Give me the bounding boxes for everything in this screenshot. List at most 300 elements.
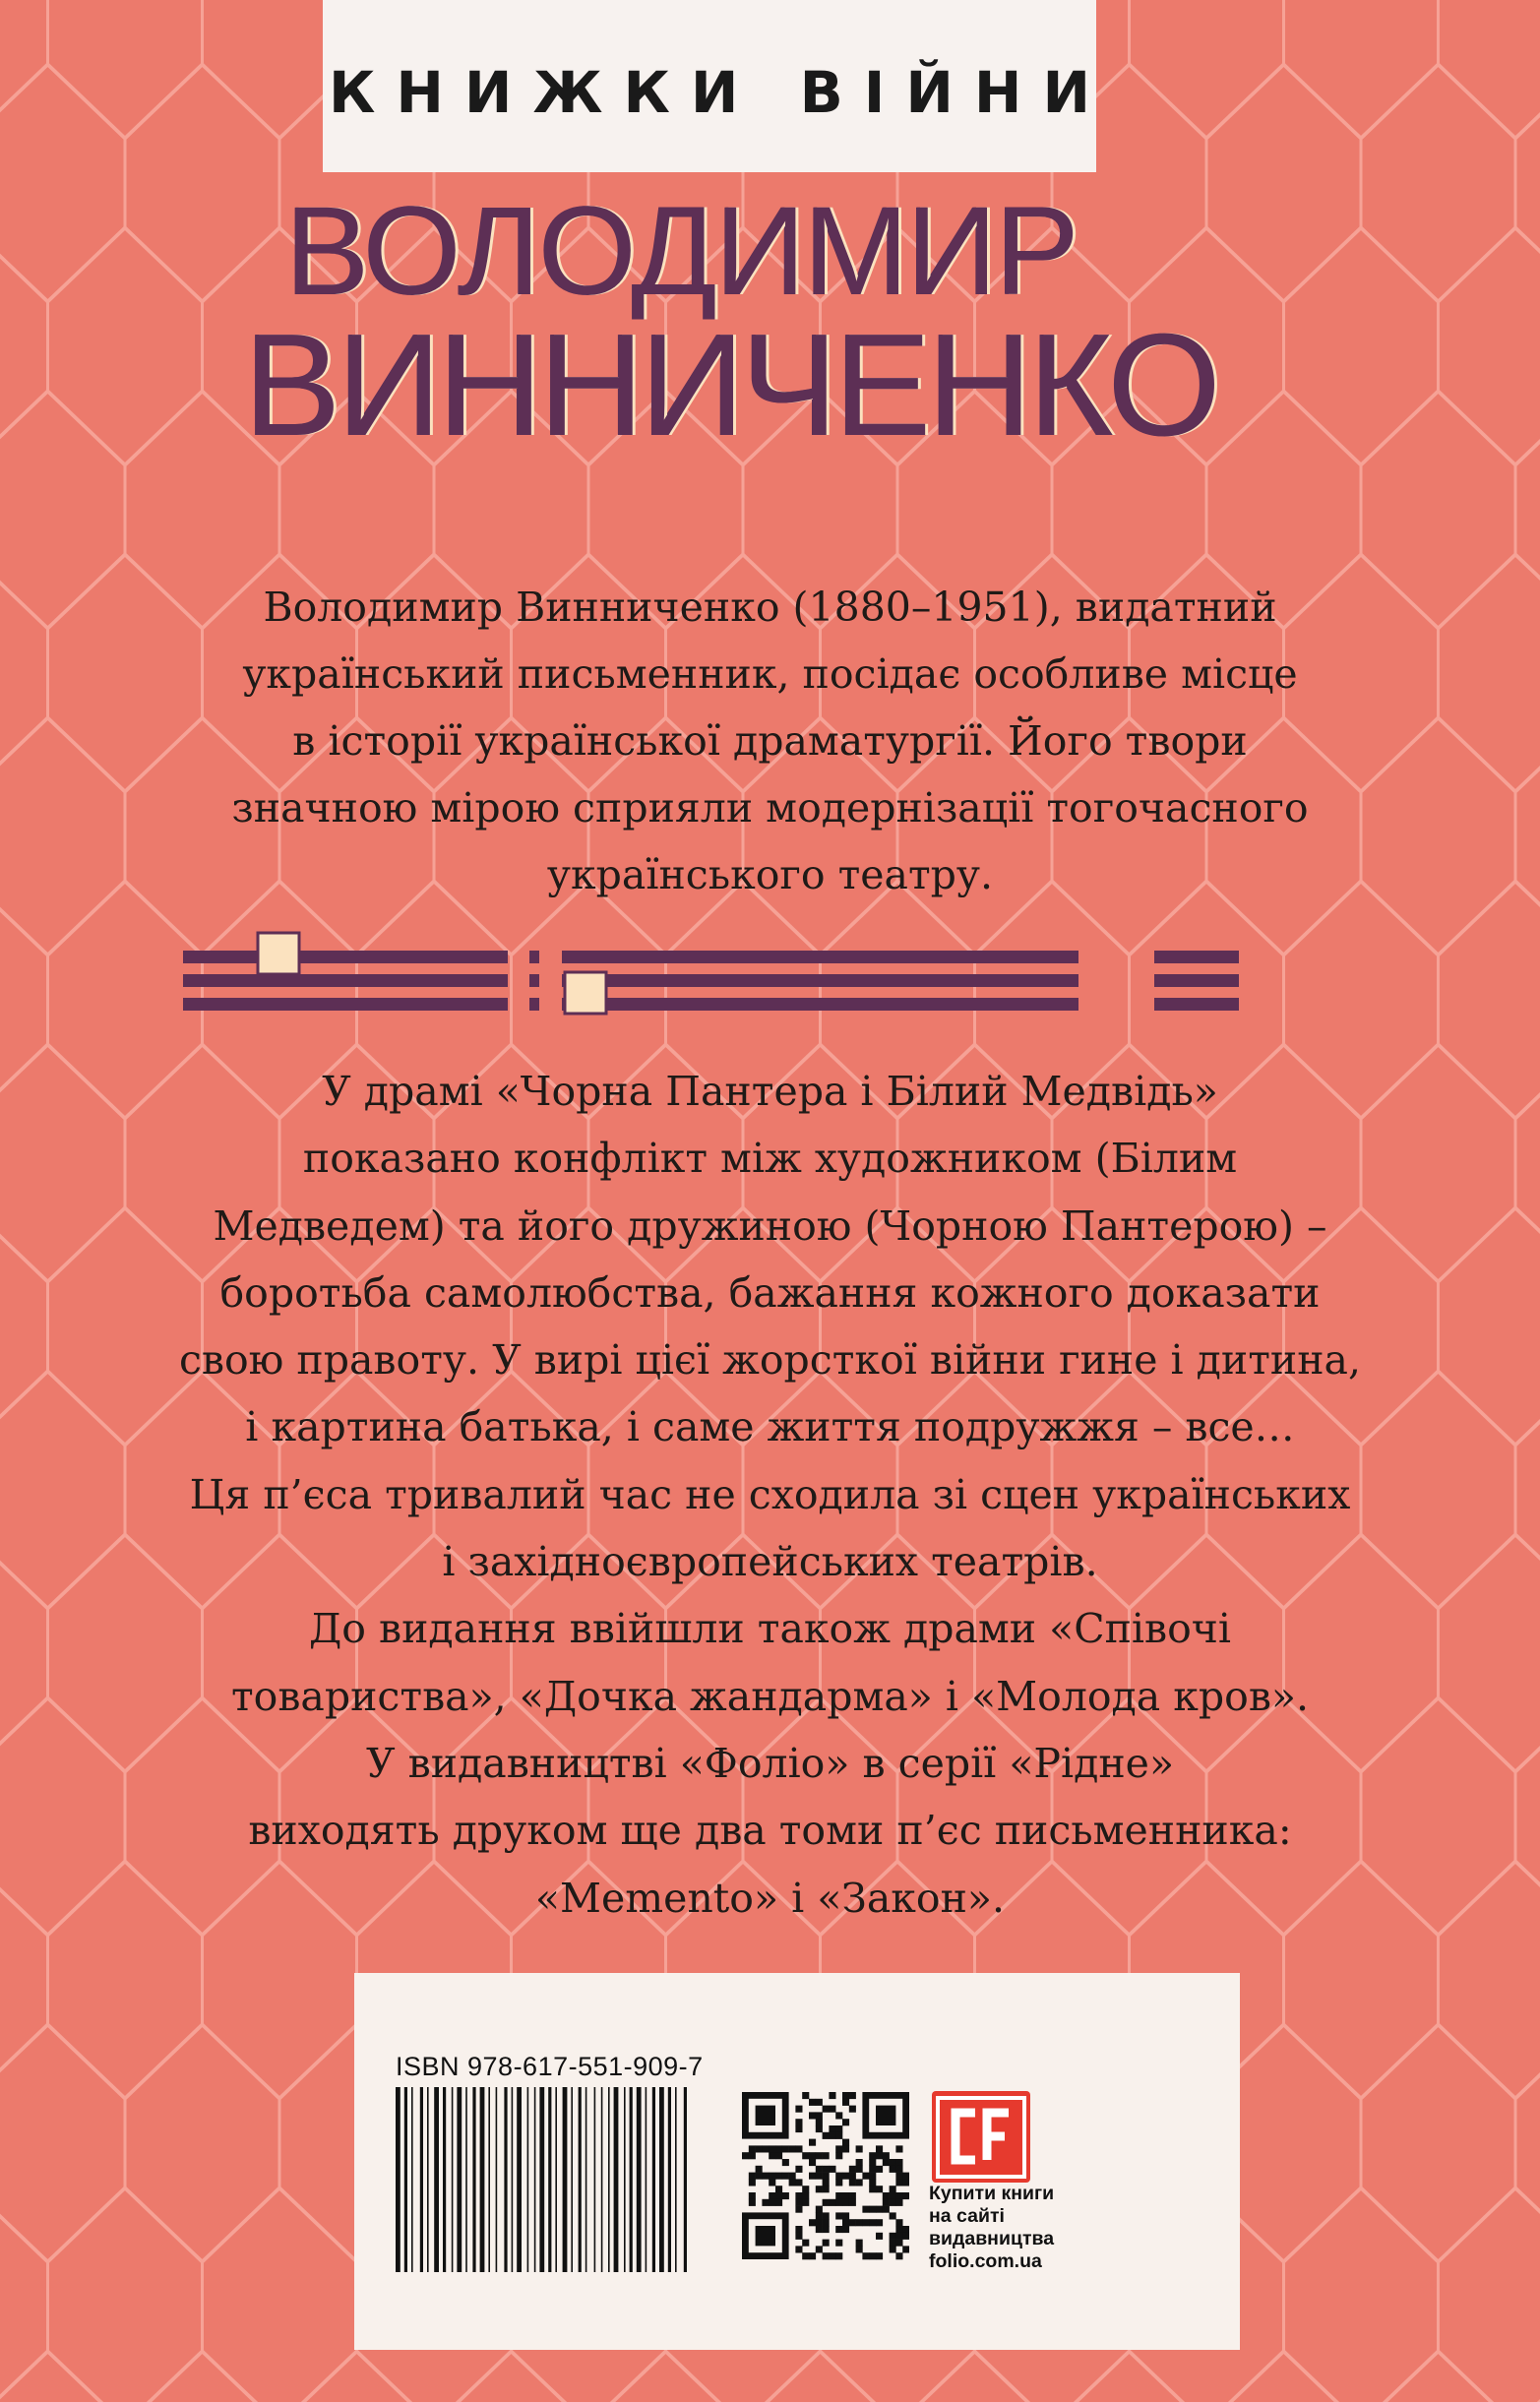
series-title: КНИЖКИ ВІЙНИ [328,58,1112,126]
lattice-cell [1515,1698,1540,1935]
qr-module [869,2173,876,2180]
qr-module [816,2219,823,2226]
barcode-bar [496,2087,498,2272]
qr-module [869,2252,876,2259]
qr-module [856,2246,863,2252]
qr-module [816,2173,823,2180]
qr-module [842,2192,849,2199]
qr-module [756,2166,763,2173]
divider-bar [529,974,539,987]
qr-module [842,2212,849,2219]
qr-module [809,2152,816,2159]
lattice-cell [0,718,125,955]
qr-module [762,2173,769,2180]
qr-module [849,2106,856,2113]
decorative-divider [183,928,1265,1026]
barcode-bar [452,2087,454,2272]
divider-bar [562,951,1078,963]
divider-bar [183,951,508,963]
qr-module [835,2145,842,2152]
qr-module [795,2179,802,2186]
qr-module [895,2166,902,2173]
qr-module [769,2179,775,2186]
qr-module [749,2192,756,2199]
lattice-cell [1284,0,1439,138]
qr-module [890,2233,896,2240]
author-last-name: ВИННИЧЕНКО [243,304,1218,466]
qr-module [769,2173,775,2180]
barcode-image [394,2087,699,2272]
qr-module [895,2145,902,2152]
barcode-bar [427,2087,429,2272]
intro-line: український письменник, посідає особливе місце [242,650,1298,698]
qr-module [769,2192,775,2199]
lattice-cell [0,1372,125,1608]
qr-module [842,2219,849,2226]
barcode-bar [571,2087,573,2272]
qr-module [795,2145,802,2152]
intro-line: значною мірою сприяли модернізації тогочасного [231,784,1309,831]
barcode-bar [646,2087,647,2272]
qr-module [823,2106,830,2113]
qr-module [883,2199,890,2206]
qr-module [895,2219,902,2226]
qr-module [816,2125,823,2132]
lattice-cell [48,0,203,138]
divider-bar [1154,951,1239,963]
divider-bar [1154,998,1239,1011]
qr-module [895,2199,902,2206]
qr-module [835,2132,842,2139]
qr-module [823,2240,830,2247]
description-line: Медведем) та його дружиною (Чорною Пантерою) – [213,1201,1327,1250]
qr-module [835,2226,842,2233]
qr-module [802,2092,809,2099]
qr-module [835,2125,842,2132]
qr-module [849,2199,856,2206]
qr-module [795,2226,802,2233]
qr-module [782,2159,789,2166]
qr-module [842,2092,849,2099]
qr-module [749,2199,756,2206]
qr-module [869,2186,876,2192]
qr-module [809,2173,816,2180]
qr-module [890,2159,896,2166]
qr-module [890,2246,896,2252]
qr-module [895,2173,902,2180]
qr-module [869,2159,876,2166]
qr-module [823,2186,830,2192]
lattice-cell [1439,2188,1540,2402]
barcode-bar [534,2087,536,2272]
description-line: боротьба самолюбства, бажання кожного доказати [219,1268,1321,1317]
qr-module [823,2252,830,2259]
qr-module [895,2192,902,2199]
qr-module [775,2152,782,2159]
description-line: показано конфлікт між художником (Білим [302,1135,1238,1183]
qr-module [795,2233,802,2240]
qr-module [829,2125,835,2132]
qr-module [849,2166,856,2173]
lattice-cell [1515,1045,1540,1281]
qr-module [876,2233,883,2240]
qr-module [849,2179,856,2186]
qr-module [749,2173,756,2180]
qr-module [795,2246,802,2252]
qr-module [816,2166,823,2173]
lattice-cell [0,0,48,138]
barcode-bar [548,2087,551,2272]
qr-module [809,2159,816,2166]
barcode-bar [488,2087,490,2272]
qr-module [816,2212,823,2219]
barcode-bar [527,2087,529,2272]
qr-module [890,2212,896,2219]
lattice-cell [1439,1208,1540,1445]
qr-module [823,2212,830,2219]
description-line: виходять друком ще два томи п’єс письменника: [248,1807,1292,1855]
qr-module [890,2166,896,2173]
qr-module [890,2186,896,2192]
barcode-bar [480,2087,485,2272]
lattice-cell [1439,882,1540,1118]
qr-module [856,2219,863,2226]
qr-module [890,2192,896,2199]
qr-module [890,2240,896,2247]
qr-module [835,2112,842,2119]
lattice-cell [279,2352,434,2402]
qr-module [809,2219,816,2226]
barcode-bar [579,2087,582,2272]
lattice-cell [1515,718,1540,955]
qr-module [823,2226,830,2233]
qr-module [823,2166,830,2173]
qr-module [842,2199,849,2206]
qr-module [802,2240,809,2247]
qr-module [856,2240,863,2247]
qr-module [842,2173,849,2180]
barcode-bar [504,2087,507,2272]
qr-module [816,2119,823,2125]
qr-module [829,2106,835,2113]
qr-finder [756,2226,775,2246]
lattice-cell [203,2188,357,2402]
lattice-cell [588,2352,743,2402]
intro-line: українського театру. [546,851,994,898]
publisher-logo [932,2091,1030,2183]
barcode-bar [668,2087,671,2272]
description-line: і картина батька, і саме життя подружжя – все… [245,1403,1295,1451]
qr-module [902,2226,909,2233]
publisher-website[interactable]: folio.com.ua [929,2250,1042,2272]
lattice-cell [1361,2025,1515,2261]
qr-module [802,2252,809,2259]
qr-module [762,2145,769,2152]
qr-module [775,2186,782,2192]
qr-module [795,2206,802,2213]
lattice-cell [1439,555,1540,791]
qr-module [823,2152,830,2159]
description-line: До видання ввійшли також драми «Співочі [308,1605,1232,1653]
barcode-bar [420,2087,423,2272]
lattice-cell [1361,2352,1515,2402]
divider-bar [183,974,508,987]
qr-module [842,2119,849,2125]
qr-module [883,2159,890,2166]
qr-module [876,2219,883,2226]
intro-line: в історії української драматургії. Його твори [292,717,1248,765]
intro-line: Володимир Винниченко (1880–1951), видатний [263,584,1277,631]
qr-module [902,2173,909,2180]
qr-module [816,2186,823,2192]
barcode-bar [517,2087,522,2272]
intro-text [118,574,1422,908]
qr-finder [756,2106,775,2125]
barcode-bar [465,2087,467,2272]
qr-module [835,2212,842,2219]
buy-line: на сайті [929,2205,1005,2227]
qr-module [775,2145,782,2152]
qr-module [823,2173,830,2180]
qr-module [842,2145,849,2152]
description-line: «Memento» і «Закон». [534,1874,1006,1922]
lattice-cell [1052,2352,1206,2402]
qr-module [769,2199,775,2206]
qr-module [895,2226,902,2233]
divider-square [565,972,606,1014]
isbn-label: ISBN 978-617-551-909-7 [396,2052,704,2081]
qr-module [883,2152,890,2159]
barcode-bar [404,2087,407,2272]
qr-module [835,2252,842,2259]
qr-module [876,2145,883,2152]
qr-module [823,2132,830,2139]
lattice-cell [0,1045,125,1281]
qr-module [762,2199,769,2206]
qr-module [876,2186,883,2192]
qr-module [775,2173,782,2180]
divider-bar [183,998,508,1011]
barcode-bar [614,2087,619,2272]
barcode-bar [434,2087,439,2272]
series-banner [323,0,1112,172]
lattice-cell [1439,1535,1540,1771]
qr-module [876,2152,883,2159]
description-line: і західноєвропейських театрів. [442,1538,1098,1586]
buy-line: видавництва [929,2228,1055,2249]
qr-module [782,2173,789,2180]
qr-module [835,2192,842,2199]
description-line: Ця п’єса тривалий час не сходила зі сцен українських [189,1470,1351,1518]
barcode-bar [594,2087,596,2272]
qr-module [809,2099,816,2106]
lattice-cell [1515,2352,1540,2402]
barcode-bar [624,2087,626,2272]
qr-module [895,2240,902,2247]
qr-module [829,2199,835,2206]
folio-logo-icon [932,2091,1030,2183]
qr-module [895,2233,902,2240]
qr-module [795,2106,802,2113]
barcode-bar [659,2087,664,2272]
barcode-bar [684,2087,687,2272]
qr-module [902,2233,909,2240]
qr-module [809,2139,816,2146]
barcode-bar [563,2087,568,2272]
qr-module [742,2152,749,2159]
qr-module [856,2166,863,2173]
lattice-cell [897,2352,1052,2402]
qr-module [895,2252,902,2259]
lattice-cell [1206,2352,1361,2402]
barcode-bar [396,2087,400,2272]
barcode-bar [472,2087,475,2272]
divider-square [258,933,299,974]
qr-module [856,2145,863,2152]
qr-module [823,2199,830,2206]
description-line: товариства», «Дочка жандарма» і «Молода кров». [230,1672,1310,1720]
qr-module [816,2206,823,2213]
barcode-bar [411,2087,413,2272]
divider-bar [1154,974,1239,987]
qr-module [809,2252,816,2259]
qr-module [856,2179,863,2186]
lattice-cell [48,2188,203,2402]
qr-module [756,2173,763,2180]
qr-module [789,2145,796,2152]
qr-module [775,2192,782,2199]
qr-module [782,2192,789,2199]
qr-module [869,2219,876,2226]
lattice-cell [0,1698,125,1935]
qr-module [835,2199,842,2206]
qr-finder [876,2106,895,2125]
qr-module [862,2219,869,2226]
qr-module [829,2252,835,2259]
qr-module [883,2192,890,2199]
qr-module [823,2179,830,2186]
qr-module [749,2179,756,2186]
qr-module [795,2192,802,2199]
barcode-bar [608,2087,610,2272]
barcode-bar [585,2087,587,2272]
qr-module [789,2179,796,2186]
qr-module [895,2159,902,2166]
qr-module [829,2166,835,2173]
qr-code[interactable] [742,2092,909,2273]
barcode-bar [555,2087,557,2272]
qr-module [842,2139,849,2146]
qr-module [816,2226,823,2233]
lattice-cell [1439,1862,1540,2098]
qr-module [795,2199,802,2206]
description-line: У видавництві «Фоліо» в серії «Рідне» [365,1739,1175,1787]
qr-module [795,2125,802,2132]
qr-module [782,2145,789,2152]
barcode-bar [675,2087,677,2272]
qr-module [802,2186,809,2192]
barcode-bar [601,2087,603,2272]
barcode-bar [443,2087,446,2272]
qr-module [902,2192,909,2199]
lattice-cell [1130,0,1284,138]
lattice-cell [1284,2188,1439,2402]
qr-module [809,2112,816,2119]
lattice-cell [743,2352,897,2402]
qr-module [883,2206,890,2213]
barcode-bar [512,2087,514,2272]
qr-module [802,2192,809,2199]
lattice-cell [125,2352,279,2402]
barcode-bar [652,2087,655,2272]
qr-module [849,2219,856,2226]
divider-bar [562,998,1078,1011]
barcode-bar [539,2087,544,2272]
qr-module [856,2159,863,2166]
qr-module [835,2240,842,2247]
qr-module [769,2152,775,2159]
qr-module [849,2192,856,2199]
divider-bar [529,951,539,963]
qr-module [789,2173,796,2180]
qr-module [756,2145,763,2152]
barcode-bar [457,2087,462,2272]
qr-module [802,2199,809,2206]
lattice-cell [1515,2025,1540,2261]
qr-module [823,2219,830,2226]
qr-module [862,2252,869,2259]
qr-module [795,2119,802,2125]
description-text [118,1058,1422,1932]
qr-module [862,2173,869,2180]
qr-module [835,2152,842,2159]
qr-module [816,2112,823,2119]
qr-module [890,2199,896,2206]
qr-module [835,2173,842,2180]
buy-line: Купити книги [929,2183,1055,2204]
qr-module [849,2173,856,2180]
qr-module [849,2092,856,2099]
qr-module [816,2152,823,2159]
lattice-cell [0,2025,125,2261]
qr-module [869,2179,876,2186]
divider-bar [562,974,1078,987]
barcode-bar [637,2087,642,2272]
qr-module [749,2145,756,2152]
qr-module [862,2206,869,2213]
description-line: У драмі «Чорна Пантера і Білий Медвідь» [322,1068,1218,1115]
lattice-cell [125,2025,279,2261]
buy-online-text [929,2183,1057,2273]
qr-module [876,2252,883,2259]
qr-module [876,2206,883,2213]
qr-module [816,2099,823,2106]
lattice-cell [434,2352,588,2402]
lattice-cell [1515,1372,1540,1608]
qr-module [876,2166,883,2173]
qr-module [842,2099,849,2106]
qr-module [829,2092,835,2099]
lattice-cell [1439,0,1540,138]
qr-module [902,2179,909,2186]
qr-module [869,2166,876,2173]
qr-module [869,2152,876,2159]
qr-module [829,2132,835,2139]
divider-bar [529,998,539,1011]
qr-module [842,2226,849,2233]
qr-module [775,2199,782,2206]
qr-module [895,2179,902,2186]
